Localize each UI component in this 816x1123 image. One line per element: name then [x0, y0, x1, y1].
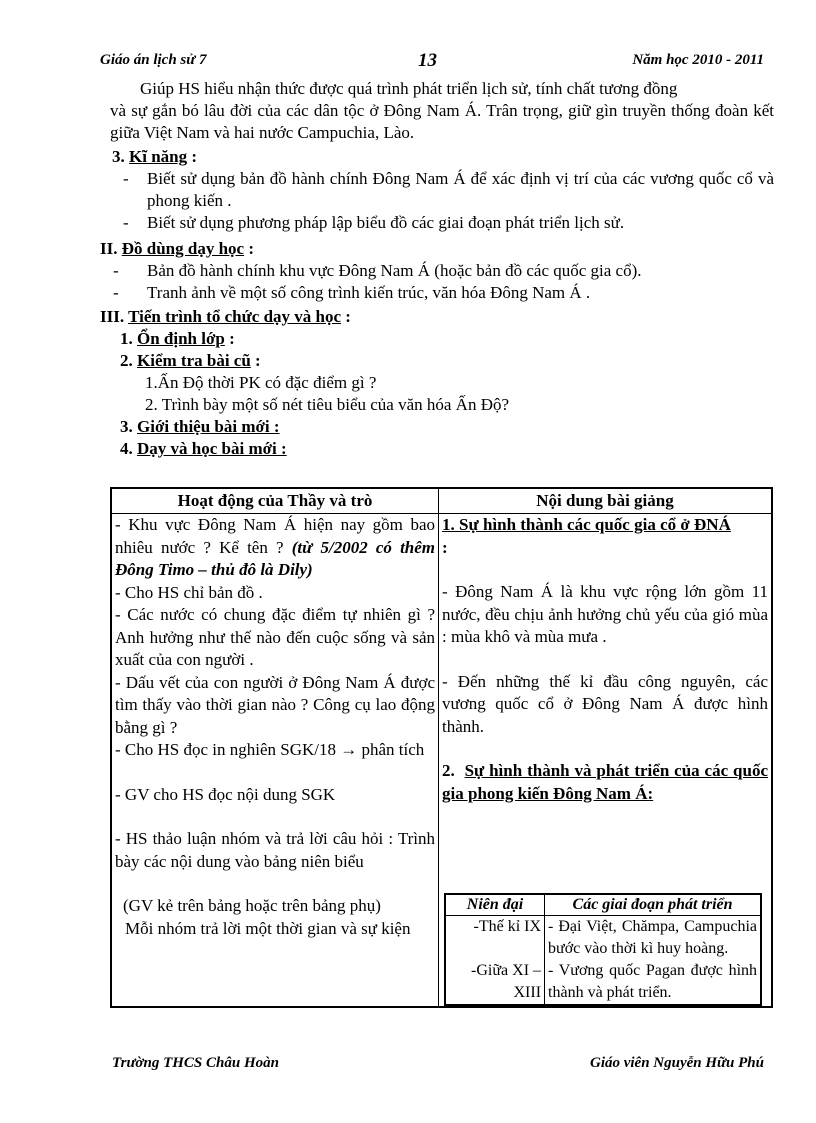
- content-heading-2-text: Sự hình thành và phát triển của các quốc gia phong kiến Đông Nam Á:: [442, 761, 768, 803]
- page-number: 13: [418, 50, 437, 71]
- materials-item: - Tranh ảnh về một số công trình kiến trúc, văn hóa Đông Nam Á .: [100, 282, 774, 304]
- activities-cell: [111, 514, 439, 1008]
- timeline-table: [444, 893, 762, 1006]
- timeline-row: [445, 960, 761, 1005]
- step-4-number: 4.: [120, 439, 133, 458]
- lesson-table-header: [111, 488, 772, 514]
- section-2-heading: [100, 238, 774, 260]
- skills-heading: [110, 146, 774, 168]
- timeline-stage: - Đại Việt, Chămpa, Campuchia bước vào thời kì huy hoàng.: [548, 918, 758, 957]
- review-question-1: 1.Ấn Độ thời PK có đặc điểm gì ?: [145, 373, 377, 392]
- section-2-colon: :: [248, 239, 255, 258]
- content-heading-1-text: 1. Sự hình thành các quốc gia cổ ở ĐNÁ: [442, 515, 731, 534]
- skills-title: Kĩ năng: [129, 147, 188, 166]
- activity-item: - Dấu vết của con người ở Đông Nam Á được tìm thấy vào thời gian nào ? Công cụ lao động bằng gì ?: [115, 672, 436, 737]
- section-teaching-materials: [100, 238, 774, 304]
- section-3-number: III.: [100, 307, 125, 326]
- step-4-heading: [100, 438, 774, 460]
- content-heading-2-number: 2.: [442, 761, 455, 780]
- timeline-header: [445, 894, 761, 916]
- skills-section: [110, 146, 774, 234]
- timeline-header-stage: Các giai đoạn phát triển: [545, 894, 762, 916]
- section-2-title: Đồ dùng dạy học: [121, 239, 245, 258]
- activity-item: (GV kẻ trên bảng hoặc trên bảng phụ): [123, 896, 381, 915]
- step-2-colon: :: [255, 351, 261, 370]
- review-question-2: 2. Trình bày một số nét tiêu biểu của văn hóa Ấn Độ?: [145, 395, 510, 414]
- step-4-title: Dạy và học bài mới :: [137, 439, 287, 458]
- activity-item: - HS thảo luận nhóm và trả lời câu hỏi : Trình bày các nội dung vào bảng niên biểu: [115, 829, 436, 871]
- skills-number: 3.: [112, 147, 125, 166]
- timeline-row: [445, 916, 761, 961]
- step-1-title: Ổn định lớp: [137, 329, 225, 348]
- timeline-stage: - Vương quốc Pagan được hình thành và phát triển.: [548, 962, 758, 1001]
- header-school-year: Năm học 2010 - 2011: [632, 52, 764, 68]
- activity-item: - Các nước có chung đặc điểm tự nhiên gì ? Anh hưởng như thế nào đến cuộc sống và sản xuất của con người .: [115, 605, 436, 669]
- footer-teacher: Giáo viên Nguyễn Hữu Phú: [589, 1055, 764, 1071]
- step-2-number: 2.: [120, 351, 133, 370]
- content-heading-1: [442, 514, 768, 559]
- activity-item: - GV cho HS đọc nội dung SGK: [115, 784, 336, 804]
- activity-item: [115, 514, 435, 582]
- intro-paragraph: [110, 78, 774, 144]
- step-2-title: Kiểm tra bài cũ: [137, 351, 251, 370]
- activity-item: - Cho HS đọc in nghiên SGK/18 → phân tích: [115, 740, 425, 759]
- activity-item: - Cho HS chỉ bản đồ .: [115, 582, 263, 602]
- timeline-header-year: Niên đại: [445, 894, 545, 916]
- activity-question: - Khu vực Đông Nam Á hiện nay gồm bao nhiêu nước ? Kể tên ?: [115, 515, 436, 557]
- section-lesson-process: [100, 306, 774, 460]
- section-3-colon: :: [345, 307, 351, 326]
- section-2-number: II.: [100, 239, 118, 258]
- step-3-title: Giới thiệu bài mới :: [137, 417, 280, 436]
- content-paragraph: - Đông Nam Á là khu vực rộng lớn gồm 11 nước, đều chịu ảnh hưởng chủ yếu của gió mùa : mùa khô và mùa mưa .: [442, 582, 768, 646]
- step-1-heading: [100, 328, 774, 350]
- activity-item: Mỗi nhóm trả lời một thời gian và sự kiện: [125, 918, 411, 938]
- step-1-colon: :: [229, 329, 235, 348]
- content-cell: [439, 514, 772, 1008]
- content-heading-2: [442, 760, 768, 805]
- skills-item: - Biết sử dụng bản đồ hành chính Đông Nam Á để xác định vị trí của các vương quốc cổ và phong kiến .: [110, 168, 774, 212]
- content-heading-1-colon: :: [442, 537, 448, 557]
- section-3-title: Tiến trình tổ chức dạy và học: [128, 307, 342, 326]
- skills-colon: :: [191, 147, 198, 166]
- step-1-number: 1.: [120, 329, 133, 348]
- timeline-year: -Giữa XI – XIII: [445, 960, 545, 1005]
- header-subject: Giáo án lịch sử 7: [100, 52, 207, 68]
- section-3-heading: [100, 306, 774, 328]
- lesson-table-row: [111, 514, 772, 1008]
- step-3-number: 3.: [120, 417, 133, 436]
- column-header-activities: Hoạt động của Thầy và trò: [111, 488, 439, 514]
- intro-line-1: Giúp HS hiểu nhận thức được quá trình phát triển lịch sử, tính chất tương đồng: [140, 79, 678, 98]
- activity-note: (từ 5/2002 có thêm Đông Timo – thủ đô là Dily): [115, 537, 436, 579]
- timeline-year: -Thế kỉ IX: [445, 916, 545, 961]
- skills-item: - Biết sử dụng phương pháp lập biểu đồ các giai đoạn phát triển lịch sử.: [110, 212, 774, 234]
- materials-item: - Bản đồ hành chính khu vực Đông Nam Á (hoặc bản đồ các quốc gia cổ).: [100, 260, 774, 282]
- lesson-table: [110, 487, 773, 1008]
- intro-rest: và sự gắn bó lâu đời của các dân tộc ở Đông Nam Á. Trân trọng, giữ gìn truyền thống đoàn kết giữa Việt Nam và hai nước Campuchia, Lào.: [110, 101, 774, 142]
- column-header-content: Nội dung bài giảng: [439, 488, 772, 514]
- footer-school: Trường THCS Châu Hoàn: [112, 1055, 279, 1071]
- step-3-heading: [100, 416, 774, 438]
- step-2-heading: [100, 350, 774, 372]
- content-paragraph: - Đến những thế kỉ đầu công nguyên, các vương quốc cổ ở Đông Nam Á được hình thành.: [442, 671, 768, 736]
